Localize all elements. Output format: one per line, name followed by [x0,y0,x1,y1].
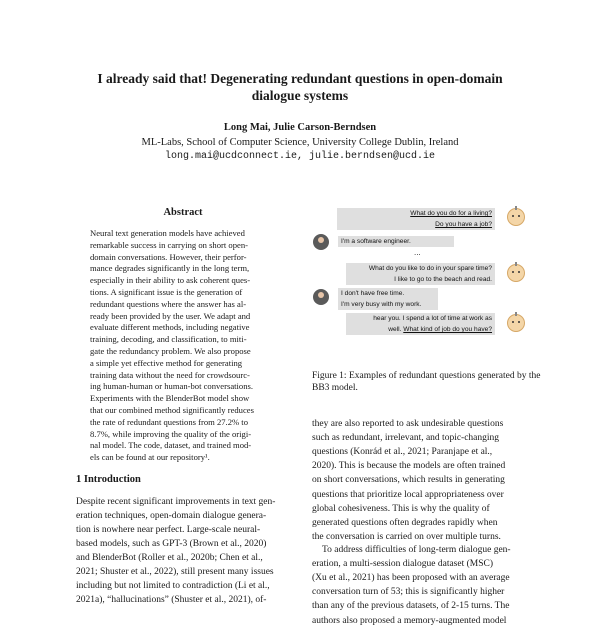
abstract-line: a simple yet effective method for generating [90,357,243,368]
bot-bubble-5 [346,313,495,324]
title-line-1: I already said that! Degenerating redundant questions in open-domain [97,71,503,86]
abstract-line: els can be found at our repository¹. [90,452,210,463]
right-column-line: global cohesiveness. This is why the quality of [312,503,490,514]
abstract-line: the rate of redundant questions from 27.2% to [90,416,248,427]
bot-bubble-5-text: hear you. I spend a lot of time at work as [373,315,492,322]
user-bubble-3 [338,299,438,310]
robot-avatar-icon [507,314,525,332]
right-column-line: eration, a multi-session dialogue dataset (MSC) [312,559,493,570]
right-column-line: the conversation is carried on over multiple turns. [312,531,501,542]
right-column-line: (Xu et al., 2021) has been proposed with an average [312,573,510,584]
user-bubble-2 [338,288,438,299]
bot-bubble-6-question: What kind of job do you have? [403,326,492,333]
bot-bubble-6 [346,324,495,335]
right-column-line: 2020). This is because the models are often trained [312,461,506,472]
abstract-line: evaluate different methods, including negative [90,322,250,333]
title-line-2: dialogue systems [251,88,349,103]
affiliation: ML-Labs, School of Computer Science, University College Dublin, Ireland [141,137,459,148]
figure-caption: Figure 1: Examples of redundant questions generated by the BB3 model. [312,371,541,393]
authors: Long Mai, Julie Carson-Berndsen [223,122,377,133]
right-column-line: questions (Konrád et al., 2021; Paranjape et al., [312,447,493,458]
intro-line: tion is nowhere near perfect. Large-scale neural- [76,525,261,535]
abstract-line: especially in their ability to ask coherent ques- [90,275,251,286]
abstract-line: training data without the need for crowdsourc- [90,369,250,380]
right-column-line: on short conversations, which results in generating [312,475,505,486]
intro-line: including but not limited to contradiction (Li et al., [76,581,270,591]
right-column-line: authors also proposed a memory-augmented model [312,615,507,626]
right-column-line: such as redundant, irrelevant, and topic-changing [312,433,500,444]
ellipsis: ... [414,248,421,257]
abstract-line: that our combined method significantly reduces [90,405,254,415]
bot-bubble-4-text: I like to go to the beach and read. [394,276,492,283]
introduction-heading: 1 Introduction [76,474,141,485]
right-column-line: questions that prioritize local appropriateness over [312,489,504,500]
intro-line: based models, such as GPT-3 (Brown et al., 2020) [76,539,267,549]
user-bubble-2-text: I don't have free time. [341,290,405,297]
right-column-line: than any of the previous datasets, of 2-15 turns. The [312,601,510,612]
robot-avatar-icon [507,208,525,226]
user-bubble-1 [338,236,454,247]
human-avatar-icon [313,289,329,305]
right-column-line: conversation turn of 53; this is significantly higher [312,587,505,598]
right-column-line: generated questions often degrades rapidly when [312,517,498,528]
bot-bubble-2-text: Do you have a job? [435,221,492,228]
abstract-line: training, decoding, and classification, to miti- [90,334,247,345]
bot-bubble-2 [337,219,495,230]
bot-bubble-1 [337,208,495,219]
abstract-line: gate the redundancy problem. We also propose [90,346,251,356]
abstract-line: remarkable success in carrying on short open- [90,239,248,250]
intro-line: 2021a), “hallucinations” (Shuster et al., 2021), of- [76,595,267,605]
intro-line: 2021; Shuster et al., 2022), still present many issues [76,567,274,577]
robot-avatar-icon [507,264,525,282]
bot-bubble-6-text-plain: well. [388,326,404,333]
abstract-line: redundant questions where the answer has al- [90,298,247,309]
user-bubble-3-text: I'm very busy with my work. [341,301,422,308]
paper-title [60,70,540,104]
abstract-heading: Abstract [163,207,203,218]
abstract-line: domain conversations. However, their perfor- [90,251,247,262]
abstract-line: 8.7%, while improving the quality of the origi- [90,428,252,439]
bot-bubble-3-text: What do you like to do in your spare time? [368,265,492,272]
abstract-line: tions. A significant issue is the generation of [90,287,243,297]
abstract-line: nal model. The code, dataset, and trained mod- [90,440,252,451]
bot-bubble-1-text: What do you do for a living? [410,210,492,217]
abstract-line: ready been provided by the user. We adapt and [90,310,251,321]
abstract-line: mance degrades significantly in the long term, [90,263,250,274]
intro-line: Despite recent significant improvements in text gen- [76,497,276,507]
right-column-line: To address difficulties of long-term dialogue gen- [322,545,511,555]
user-bubble-1-text: I'm a software engineer. [341,238,411,245]
human-avatar-icon [313,234,329,250]
abstract-line: Experiments with the BlenderBot model show [90,393,250,404]
author-emails[interactable]: long.mai@ucdconnect.ie, julie.berndsen@ucd.ie [164,151,436,162]
abstract-line: ing human-human or human-bot conversations. [90,381,254,392]
intro-line: eration techniques, open-domain dialogue genera- [76,511,267,521]
bot-bubble-4 [346,274,495,285]
bot-bubble-3 [346,263,495,274]
right-column-line: they are also reported to ask undesirable questions [312,419,504,429]
intro-line: and BlenderBot (Roller et al., 2020b; Chen et al., [76,553,263,563]
abstract-line: Neural text generation models have achieved [90,228,245,238]
